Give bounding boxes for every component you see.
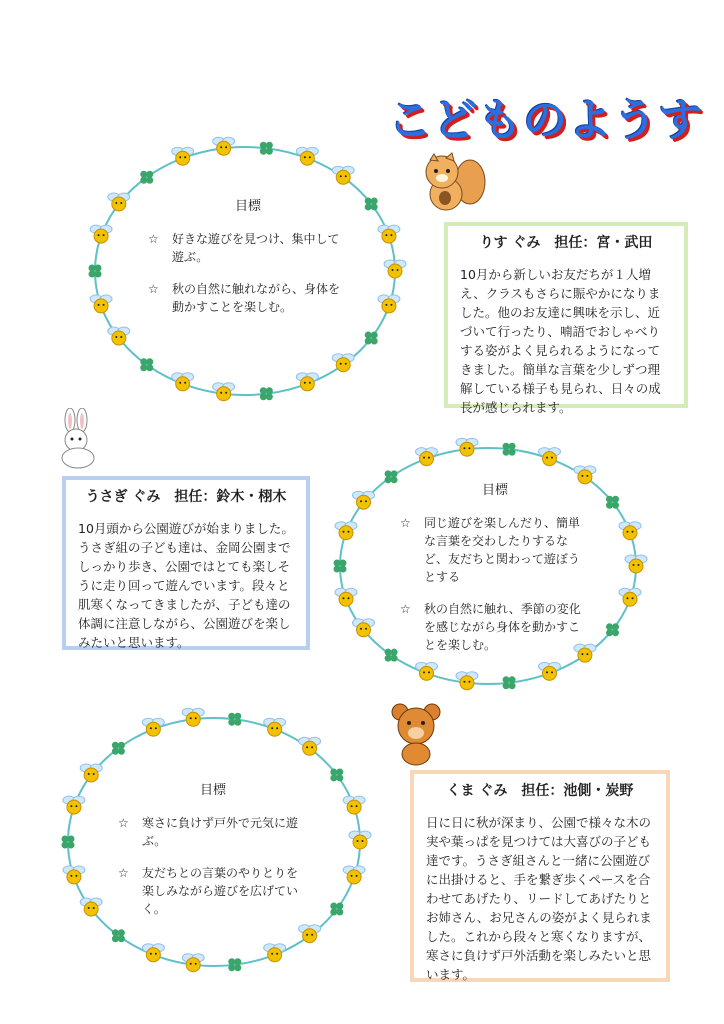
goal-text: 同じ遊びを楽しんだり、簡単な言葉を交わしたりするなど、友だちと関わって遊ぼうとする [424,516,581,584]
goal-heading: 目標 [199,783,226,798]
page-title: こどものようす [388,95,703,146]
usagi-class-box [62,476,310,650]
bee-icon [63,866,85,884]
star-icon: ☆ [118,866,129,880]
star-icon: ☆ [148,282,159,296]
bee-icon [332,166,354,184]
rabbit-icon [50,408,106,470]
bee-icon [625,555,647,573]
bee-icon [108,327,130,345]
goal-block-2 [400,482,590,668]
star-icon: ☆ [118,816,129,830]
goal-text: 好きな遊びを見つけ、集中して遊ぶ。 [172,232,340,264]
goal-item [148,280,348,316]
bee-icon [335,588,357,606]
bee-icon [349,831,371,849]
goal-text: 友だちとの言葉のやりとりを楽しみながら遊びを広げていく。 [142,866,299,916]
bee-icon [456,438,478,456]
bee-icon [182,708,204,726]
goal-item [400,514,590,586]
goal-heading: 目標 [481,483,508,498]
risu-class-text: 10月から新しいお友だちが１人増え、クラスもさらに賑やかになりました。他のお友達に興味を示し、近づいて行ったり、喃語でおしゃべりする姿がよく見られるようになってきました。簡単な言葉を少しずつ理解している様子も見られ、日々の成長が感じられます。 [460,267,661,415]
bear-icon [386,702,446,766]
bee-icon [343,866,365,884]
kuma-class-text: 日に日に秋が深まり、公園で様々な木の実や葉っぱを見つけては大喜びの子ども達です。うさぎ組さんと一緒に公園遊びに出掛けると、手を繋ぎ歩くペースを合わせてあげたり、リードしてあげたりとお姉さん、お兄さんの姿がよく見られました。これから段々と寒くなりますが、寒さに負けず戸外活動を楽しみたいと思います。 [426,815,652,982]
bee-icon [296,373,318,391]
kuma-class-heading: くま ぐみ 担任：池側・炭野 [446,783,634,799]
goal-block-1 [148,198,348,330]
kuma-class-box [410,770,670,982]
risu-class-heading: りす ぐみ 担任：宮・武田 [479,235,653,251]
bee-icon [299,737,321,755]
bee-icon [378,295,400,313]
usagi-class-text: 10月頭から公園遊びが始まりました。うさぎ組の子ども達は、金岡公園までしっかり歩き、公園ではとても楽しそうに走り回って遊んでいます。段々と肌寒くなってきましたが、子ども達の体調に注意しながら、公園遊びを楽しみたいと思います。 [78,521,294,650]
star-icon: ☆ [148,232,159,246]
star-icon: ☆ [400,602,411,616]
goal-item [400,600,590,654]
bee-icon [619,588,641,606]
goal-item [118,814,308,850]
bee-icon [619,522,641,540]
bee-icon [80,764,102,782]
bee-icon [384,260,406,278]
bee-icon [378,225,400,243]
goal-text: 寒さに負けず戸外で元気に遊ぶ。 [142,816,299,848]
bee-icon [90,225,112,243]
goal-text: 秋の自然に触れ、季節の変化を感じながら身体を動かすことを楽しむ。 [424,602,581,652]
bee-icon [335,522,357,540]
star-icon: ☆ [400,516,411,530]
bee-icon [352,619,374,637]
usagi-class-heading: うさぎ ぐみ 担任：鈴木・栩木 [85,489,287,505]
goal-block-3 [118,782,308,932]
bee-icon [352,491,374,509]
goal-heading: 目標 [234,199,261,214]
goal-item [148,230,348,266]
bee-icon [264,944,286,962]
bee-icon [108,193,130,211]
bee-icon [80,898,102,916]
goal-item [118,864,308,918]
bee-icon [172,373,194,391]
risu-class-box [444,222,688,415]
bee-icon [142,944,164,962]
bee-icon [343,796,365,814]
bee-icon [63,796,85,814]
bee-icon [90,295,112,313]
squirrel-icon [414,152,488,214]
goal-text: 秋の自然に触れながら、身体を動かすことを楽しむ。 [172,282,341,314]
bee-icon [213,137,235,155]
